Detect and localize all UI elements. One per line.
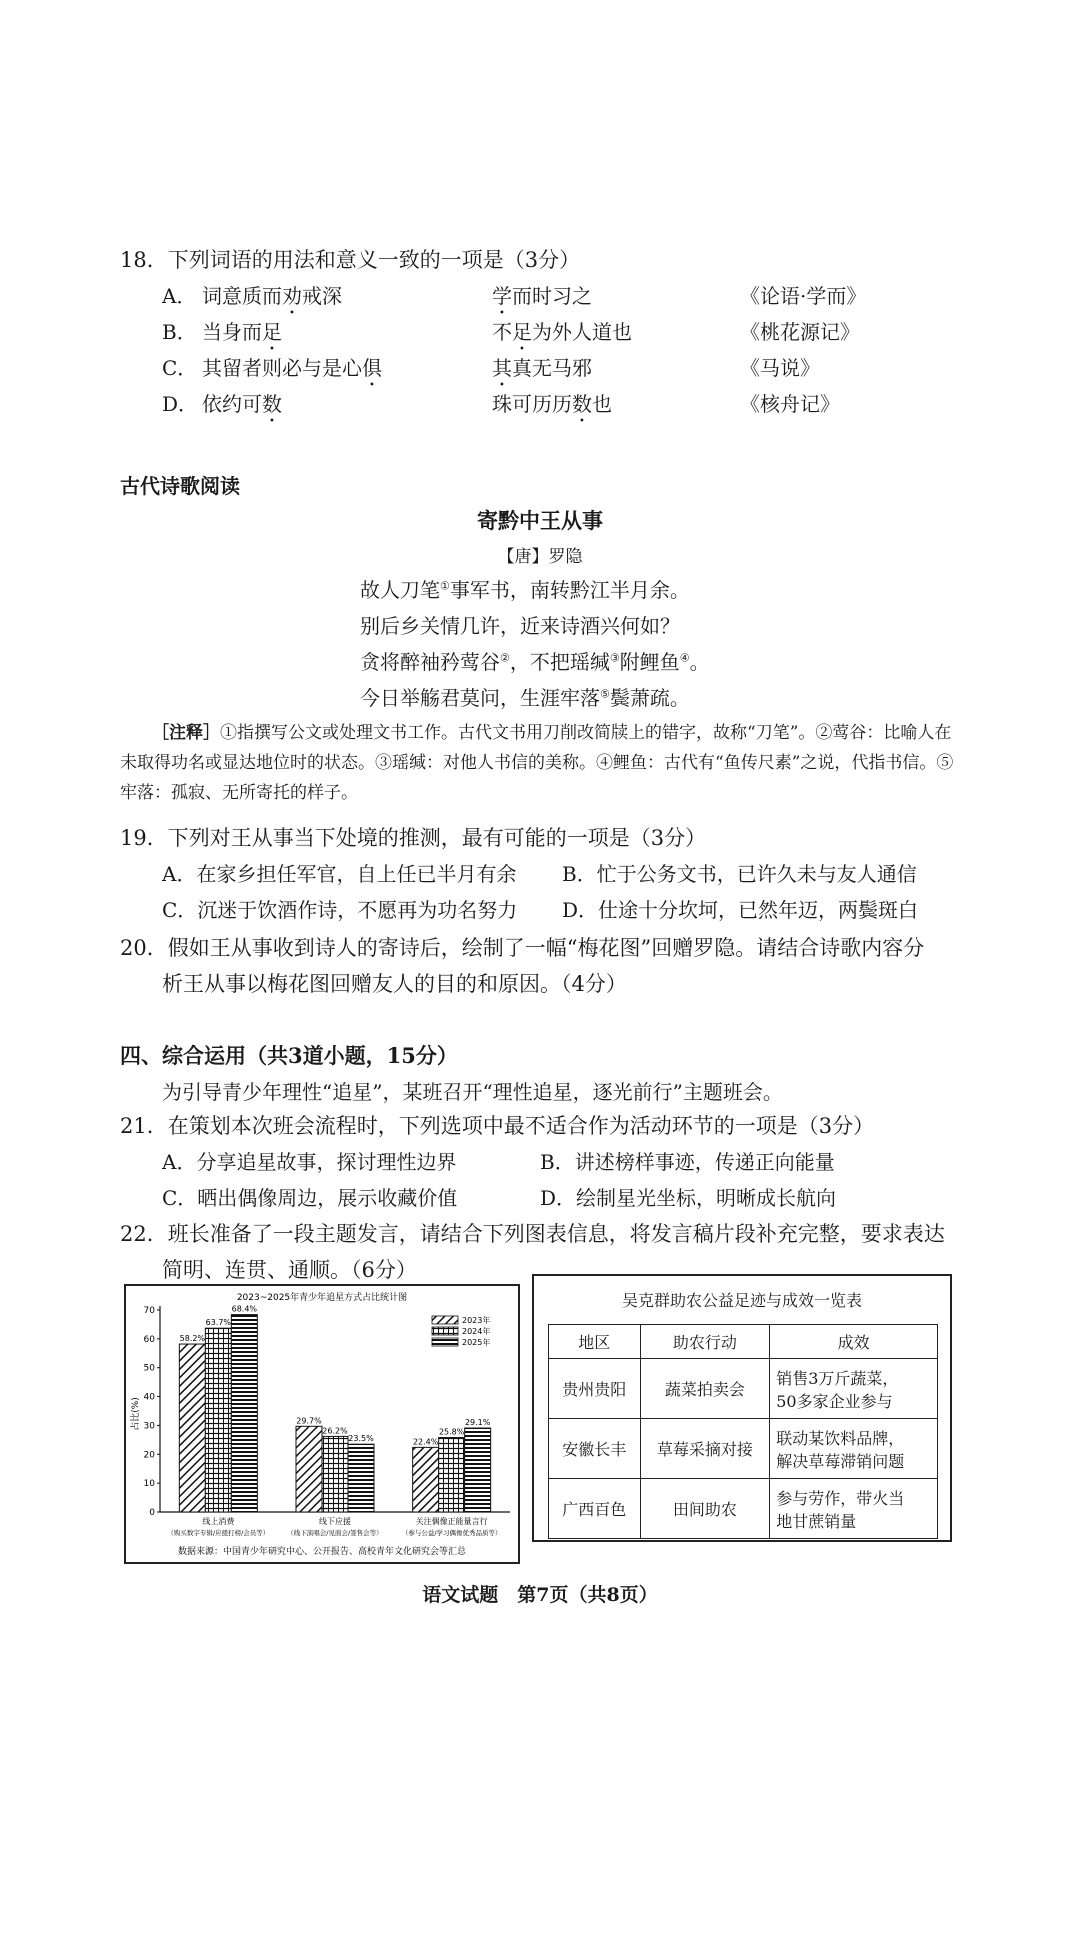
bar-value-label: 68.4% <box>231 1304 258 1314</box>
table-title: 吴克群助农公益足迹与成效一览表 <box>621 1291 862 1310</box>
legend-swatch <box>432 1316 458 1324</box>
legend-swatch <box>432 1338 458 1346</box>
q18-option-a-source: 《论语·学而》 <box>740 284 867 308</box>
legend-swatch <box>432 1327 458 1335</box>
legend-label: 2023年 <box>462 1316 491 1325</box>
y-tick-label: 30 <box>143 1421 155 1432</box>
poem-notes-text: ①指撰写公文或处理文书工作。古代文书用刀削改简牍上的错字，故称“刀笔”。②莺谷：比喻人在未取得功名或显达地位时的状态。③瑶缄：对他人书信的美称。④鲤鱼：古代有“鱼传尺素”之说，代指书信。⑤牢落：孤寂、无所寄托的样子。 <box>120 723 954 803</box>
table-cell: 田间助农 <box>640 1479 770 1539</box>
q18-option-d-phrase: 依约可数 <box>202 392 282 416</box>
poem-line-1: 故人刀笔①事军书，南转黔江半月余。 <box>360 578 690 602</box>
category-label: 关注偶像正能量言行 <box>415 1517 488 1526</box>
q22-line-2: 简明、连贯、通顺。（6分） <box>162 1258 417 1282</box>
bar <box>439 1438 465 1512</box>
poem-line-2: 别后乡关情几许，近来诗酒兴何如？ <box>360 614 680 638</box>
bar <box>231 1315 257 1512</box>
section-4-heading: 四、综合运用（共3道小题，15分） <box>120 1043 458 1068</box>
table-cell <box>770 1419 938 1479</box>
poem-notes <box>120 718 960 808</box>
legend-label: 2025年 <box>462 1338 491 1347</box>
chart-ylabel: 占比(%) <box>131 1397 141 1431</box>
bar-value-label: 26.2% <box>322 1426 348 1436</box>
q18-option-b-label: B． <box>162 320 197 344</box>
category-sublabel: （购买数字专辑/应援打榜/会员等） <box>167 1529 270 1537</box>
bar-value-label: 25.8% <box>438 1427 465 1437</box>
poem-line-3: 贪将醉袖矜莺谷②，不把瑶缄③附鲤鱼④。 <box>360 650 710 674</box>
category-label: 线下应援 <box>319 1517 351 1526</box>
bar-value-label: 23.5% <box>348 1434 374 1444</box>
bar <box>322 1436 348 1512</box>
table-cell-line: 联动某饮料品牌， <box>776 1428 905 1448</box>
y-tick-label: 10 <box>143 1479 155 1490</box>
bar <box>413 1447 439 1512</box>
bar-value-label: 29.1% <box>464 1418 491 1428</box>
poem-title: 寄黔中王从事 <box>477 508 603 533</box>
y-tick-label: 60 <box>143 1334 155 1345</box>
q21-stem: 21．在策划本次班会流程时，下列选项中最不适合作为活动环节的一项是（3分） <box>120 1114 875 1138</box>
table-row <box>549 1419 938 1479</box>
bar <box>179 1344 205 1512</box>
q18-option-c-source: 《马说》 <box>740 356 820 380</box>
poem-notes-label: ［注释］ <box>152 723 220 743</box>
y-tick-label: 0 <box>149 1508 155 1518</box>
table-cell <box>770 1479 938 1539</box>
bar <box>465 1428 491 1512</box>
table-cell-line: 地甘蔗销量 <box>776 1511 857 1531</box>
category-labels <box>167 1516 501 1537</box>
bar-chart <box>126 1286 518 1562</box>
table-cell-line: 解决草莓滞销问题 <box>776 1451 905 1471</box>
bar <box>296 1426 322 1512</box>
bar <box>205 1328 231 1512</box>
table-cell: 贵州贵阳 <box>549 1359 641 1419</box>
q21-option-a: A．分享追星故事，探讨理性边界 <box>162 1150 457 1174</box>
q21-option-b: B．讲述榜样事迹，传递正向能量 <box>540 1150 835 1174</box>
q19-option-a: A．在家乡担任军官，自上任已半月有余 <box>162 862 517 886</box>
chart-title: 2023~2025年青少年追星方式占比统计图 <box>236 1293 408 1303</box>
bar-value-label: 29.7% <box>296 1416 322 1426</box>
q20-line-2: 析王从事以梅花图回赠友人的目的和原因。（4分） <box>162 972 627 996</box>
chart-source: 数据来源：中国青少年研究中心、公开报告、高校青年文化研究会等汇总 <box>177 1547 467 1557</box>
q18-stem: 18．下列词语的用法和意义一致的一项是（3分） <box>120 248 581 272</box>
y-tick-label: 70 <box>143 1306 155 1316</box>
q18-option-d-label: D． <box>162 392 199 416</box>
category-sublabel: （线下演唱会/见面会/签售会等） <box>287 1529 383 1537</box>
q18-option-a-compare: 学而时习之 <box>492 284 592 308</box>
table-cell-line: 销售3万斤蔬菜， <box>776 1368 899 1388</box>
q18-option-b-source: 《桃花源记》 <box>740 320 860 344</box>
q18-option-c-phrase: 其留者则必与是心俱 <box>202 356 382 380</box>
q19-stem: 19．下列对王从事当下处境的推测，最有可能的一项是（3分） <box>120 826 707 850</box>
bar <box>348 1444 374 1512</box>
poem-author: 【唐】罗隐 <box>497 547 583 567</box>
legend <box>432 1315 490 1347</box>
q18-option-d-compare: 珠可历历数也 <box>492 392 612 416</box>
q19-option-b: B．忙于公务文书，已许久未与友人通信 <box>562 862 917 886</box>
q18-option-c-compare: 其真无马邪 <box>492 356 592 380</box>
table-header-row <box>549 1325 938 1359</box>
q20-line-1: 20．假如王从事收到诗人的寄诗后，绘制了一幅“梅花图”回赠罗隐。请结合诗歌内容分 <box>120 936 925 960</box>
bar-value-label: 22.4% <box>412 1437 439 1447</box>
q18-option-b-phrase: 当身而足 <box>202 320 282 344</box>
q22-line-1: 22．班长准备了一段主题发言，请结合下列图表信息，将发言稿片段补充完整，要求表达 <box>120 1222 945 1246</box>
table-cell: 安徽长丰 <box>549 1419 641 1479</box>
q18-option-c-label: C． <box>162 356 198 380</box>
poem-line-4: 今日举觞君莫问，生涯牢落⑤鬓萧疏。 <box>360 686 690 710</box>
y-tick-label: 50 <box>143 1363 155 1374</box>
legend-label: 2024年 <box>462 1327 491 1336</box>
table-header: 地区 <box>549 1325 641 1359</box>
q18-option-a-label: A． <box>162 284 197 308</box>
category-label: 线上消费 <box>202 1517 235 1526</box>
q19-option-c: C．沉迷于饮酒作诗，不愿再为功名努力 <box>162 898 518 922</box>
q18-option-b-compare: 不足为外人道也 <box>492 320 632 344</box>
chart-frame <box>124 1284 520 1564</box>
bar-value-label: 63.7% <box>205 1318 232 1328</box>
q18-option-d-source: 《核舟记》 <box>740 392 840 416</box>
table-cell: 广西百色 <box>549 1479 641 1539</box>
table-header: 成效 <box>770 1325 938 1359</box>
y-tick-label: 20 <box>143 1450 155 1461</box>
q21-option-d: D．绘制星光坐标，明晰成长航向 <box>540 1186 837 1210</box>
table-cell-line: 50多家企业参与 <box>776 1391 893 1411</box>
y-tick-label: 40 <box>143 1392 155 1403</box>
section-4-intro: 为引导青少年理性“追星”，某班召开“理性追星，逐光前行”主题班会。 <box>162 1080 783 1104</box>
q19-option-d: D．仕途十分坎坷，已然年迈，两鬓斑白 <box>562 898 919 922</box>
poetry-section-heading: 古代诗歌阅读 <box>120 474 240 498</box>
bar-value-label: 58.2% <box>179 1334 206 1344</box>
q21-option-c: C．晒出偶像周边，展示收藏价值 <box>162 1186 458 1210</box>
q18-option-a-phrase: 词意质而劝戒深 <box>202 284 342 308</box>
table-cell-line: 参与劳作，带火当 <box>776 1488 905 1508</box>
table-cell: 草莓采摘对接 <box>640 1419 770 1479</box>
table-cell: 蔬菜拍卖会 <box>640 1359 770 1419</box>
table-frame <box>532 1274 952 1542</box>
page-footer: 语文试题 第7页（共8页） <box>422 1584 658 1606</box>
table-cell <box>770 1359 938 1419</box>
category-sublabel: （参与公益/学习偶像优秀品质等） <box>401 1529 502 1537</box>
table-row <box>549 1479 938 1539</box>
table-header: 助农行动 <box>640 1325 770 1359</box>
aid-table <box>548 1324 938 1539</box>
table-row <box>549 1359 938 1419</box>
